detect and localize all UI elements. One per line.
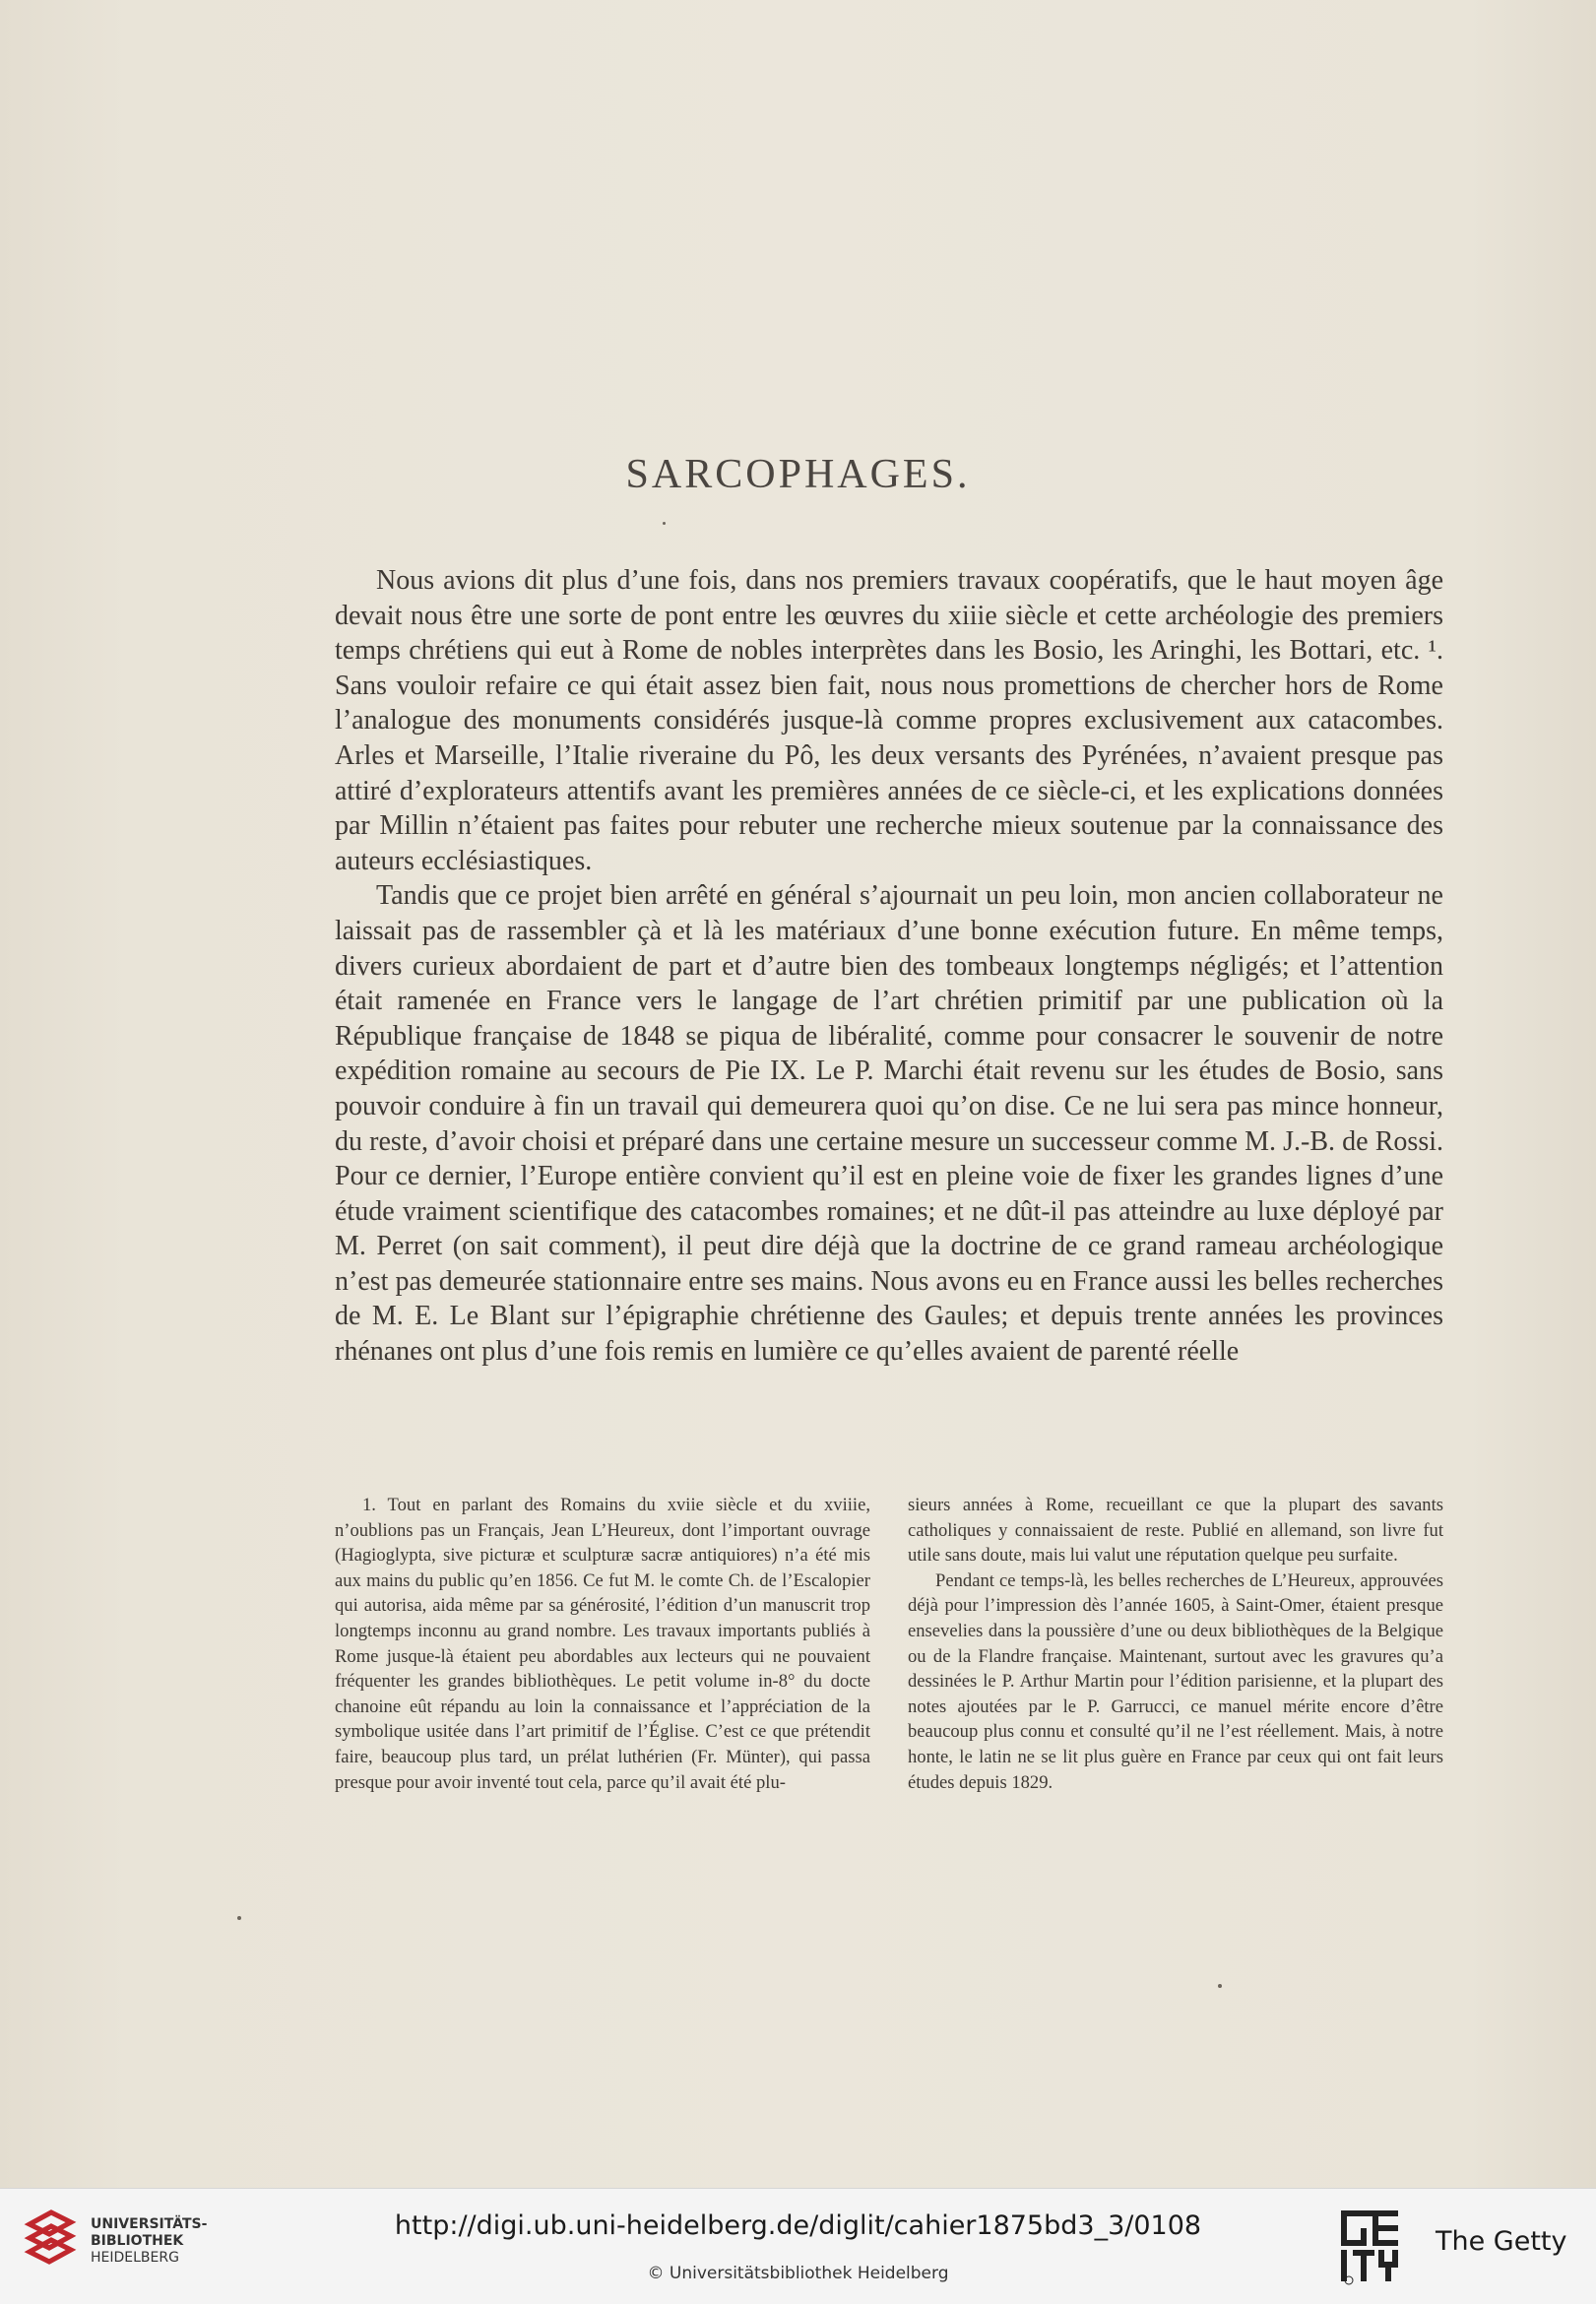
footnote-1-paragraph-2: Pendant ce temps-là, les belles recherches de L’Heureux, approuvées déjà pour l’impression dès l’année 1605, à Saint-Omer, étaient presque ensevelies dans la poussière d’une ou deux bibliothèques de la Belgique ou de la Flandre française. Maintenant, surtout avec les gravures qu’a dessinées le P. Arthur Martin pour l’édition parisienne, et la plupart des notes ajoutées par le P. Garrucci, ce manuel mérite encore d’être beaucoup plus connu et consulté qu’il ne l’est réellement. Mais, à notre honte, le latin ne se lit plus guère en France par ceux qui ont fait leurs études depuis 1829. bbox=[908, 1569, 1443, 1793]
footnote-1: 1. Tout en parlant des Romains du xviie siècle et du xviiie, n’oublions pas un Français, Jean L’Heureux, dont l’important ouvrage (Hagioglypta, sive picturæ et sculpturæ sacræ antiquiores) n’a été mis aux mains du public qu’en 1856. Ce fut M. le comte Ch. de l’Escalopier qui autorisa, aida même par sa générosité, l’édition d’un manuscrit trop longtemps inconnu au grand nombre. Les travaux importants publiés à Rome jusque-là étaient peu abordables aux lecteurs qui ne pouvaient fréquenter les grandes bibliothèques. Le petit volume in-8° du docte chanoine eût répandu au loin la connaissance et l’appréciation de la symbolique usitée dans l’art primitif de l’Église. C’est ce que prétendit faire, beaucoup plus tard, un prélat luthérien (Fr. Münter), qui passa presque pour avoir inventé tout cela, parce qu’il avait été plu- bbox=[335, 1495, 870, 1793]
paper-speck bbox=[237, 1916, 241, 1920]
partner-name: The Getty bbox=[1436, 2226, 1567, 2257]
library-line: HEIDELBERG bbox=[91, 2250, 179, 2266]
footnotes bbox=[335, 1493, 1443, 1795]
paragraph-1: Nous avions dit plus d’une fois, dans nos premiers travaux coopératifs, que le haut moyen âge devait nous être une sorte de pont entre les œuvres du xiiie siècle et cette archéologie des premiers temps chrétiens qui eut à Rome de nobles interprètes dans les Bosio, les Aringhi, les Bottari, etc. ¹. Sans vouloir refaire ce qui était assez bien fait, nous nous promettions de chercher hors de Rome l’analogue des monuments considérés jusque-là comme propres exclusivement aux catacombes. Arles et Marseille, l’Italie riveraine du Pô, les deux versants des Pyrénées, n’avaient presque pas attiré d’explorateurs attentifs avant les premières années de ce siècle-ci, et les explications données par Millin n’étaient pas faites pour rebuter une recherche mieux soutenue par la connaissance des auteurs ecclésiastiques. bbox=[335, 565, 1443, 876]
footnote-1-continued: sieurs années à Rome, recueillant ce que la plupart des savants catholiques y connaissaient de reste. Publié en allemand, son livre fut utile sans doute, mais lui valut une réputation quelque peu surfaite. bbox=[908, 1495, 1443, 1567]
permalink-url[interactable]: http://digi.ub.uni-heidelberg.de/diglit/cahier1875bd3_3/0108 bbox=[394, 2210, 1202, 2241]
paper-speck bbox=[663, 522, 666, 525]
getty-logo-icon[interactable] bbox=[1341, 2210, 1398, 2285]
main-text bbox=[335, 563, 1443, 1370]
library-line: BIBLIOTHEK bbox=[91, 2233, 184, 2249]
library-line: UNIVERSITÄTS- bbox=[91, 2216, 208, 2232]
page-title: SARCOPHAGES. bbox=[625, 452, 971, 497]
paragraph-2: Tandis que ce projet bien arrêté en général s’ajournait un peu loin, mon ancien collaborateur ne laissait pas de rassembler çà et là les matériaux d’une bonne exécution future. En même temps, divers curieux abordaient de part et d’autre bien des tombeaux longtemps négligés; et l’attention était ramenée en France vers le langage de l’art chrétien primitif par une publication où la République française de 1848 se piqua de libéralité, comme pour consacrer le souvenir de notre expédition romaine au secours de Pie IX. Le P. Marchi était revenu sur les études de Bosio, sans pouvoir conduire à fin un travail qui demeurera quoi qu’on dise. Ce ne lui sera pas mince honneur, du reste, d’avoir choisi et préparé dans une certaine mesure un successeur comme M. J.-B. de Rossi. Pour ce dernier, l’Europe entière convient qu’il est en pleine voie de fixer les grandes lignes d’une étude vraiment scientifique des catacombes romaines; et ne dût-il pas atteindre au luxe déployé par M. Perret (on sait comment), il peut dire déjà que la doctrine de ce grand rameau archéologique n’est pas demeurée stationnaire entre ses mains. Nous avons eu en France aussi les belles recherches de M. E. Le Blant sur l’épigraphie chrétienne des Gaules; et depuis trente années les provinces rhénanes ont plus d’une fois remis en lumière ce qu’elles avaient de parenté réelle bbox=[335, 880, 1443, 1368]
copyright-notice: © Universitätsbibliothek Heidelberg bbox=[647, 2264, 949, 2283]
footnote-column-left bbox=[335, 1493, 870, 1795]
paper-speck bbox=[1218, 1984, 1222, 1988]
viewer-footer-bar bbox=[0, 2188, 1596, 2304]
footnote-column-right bbox=[908, 1493, 1443, 1795]
